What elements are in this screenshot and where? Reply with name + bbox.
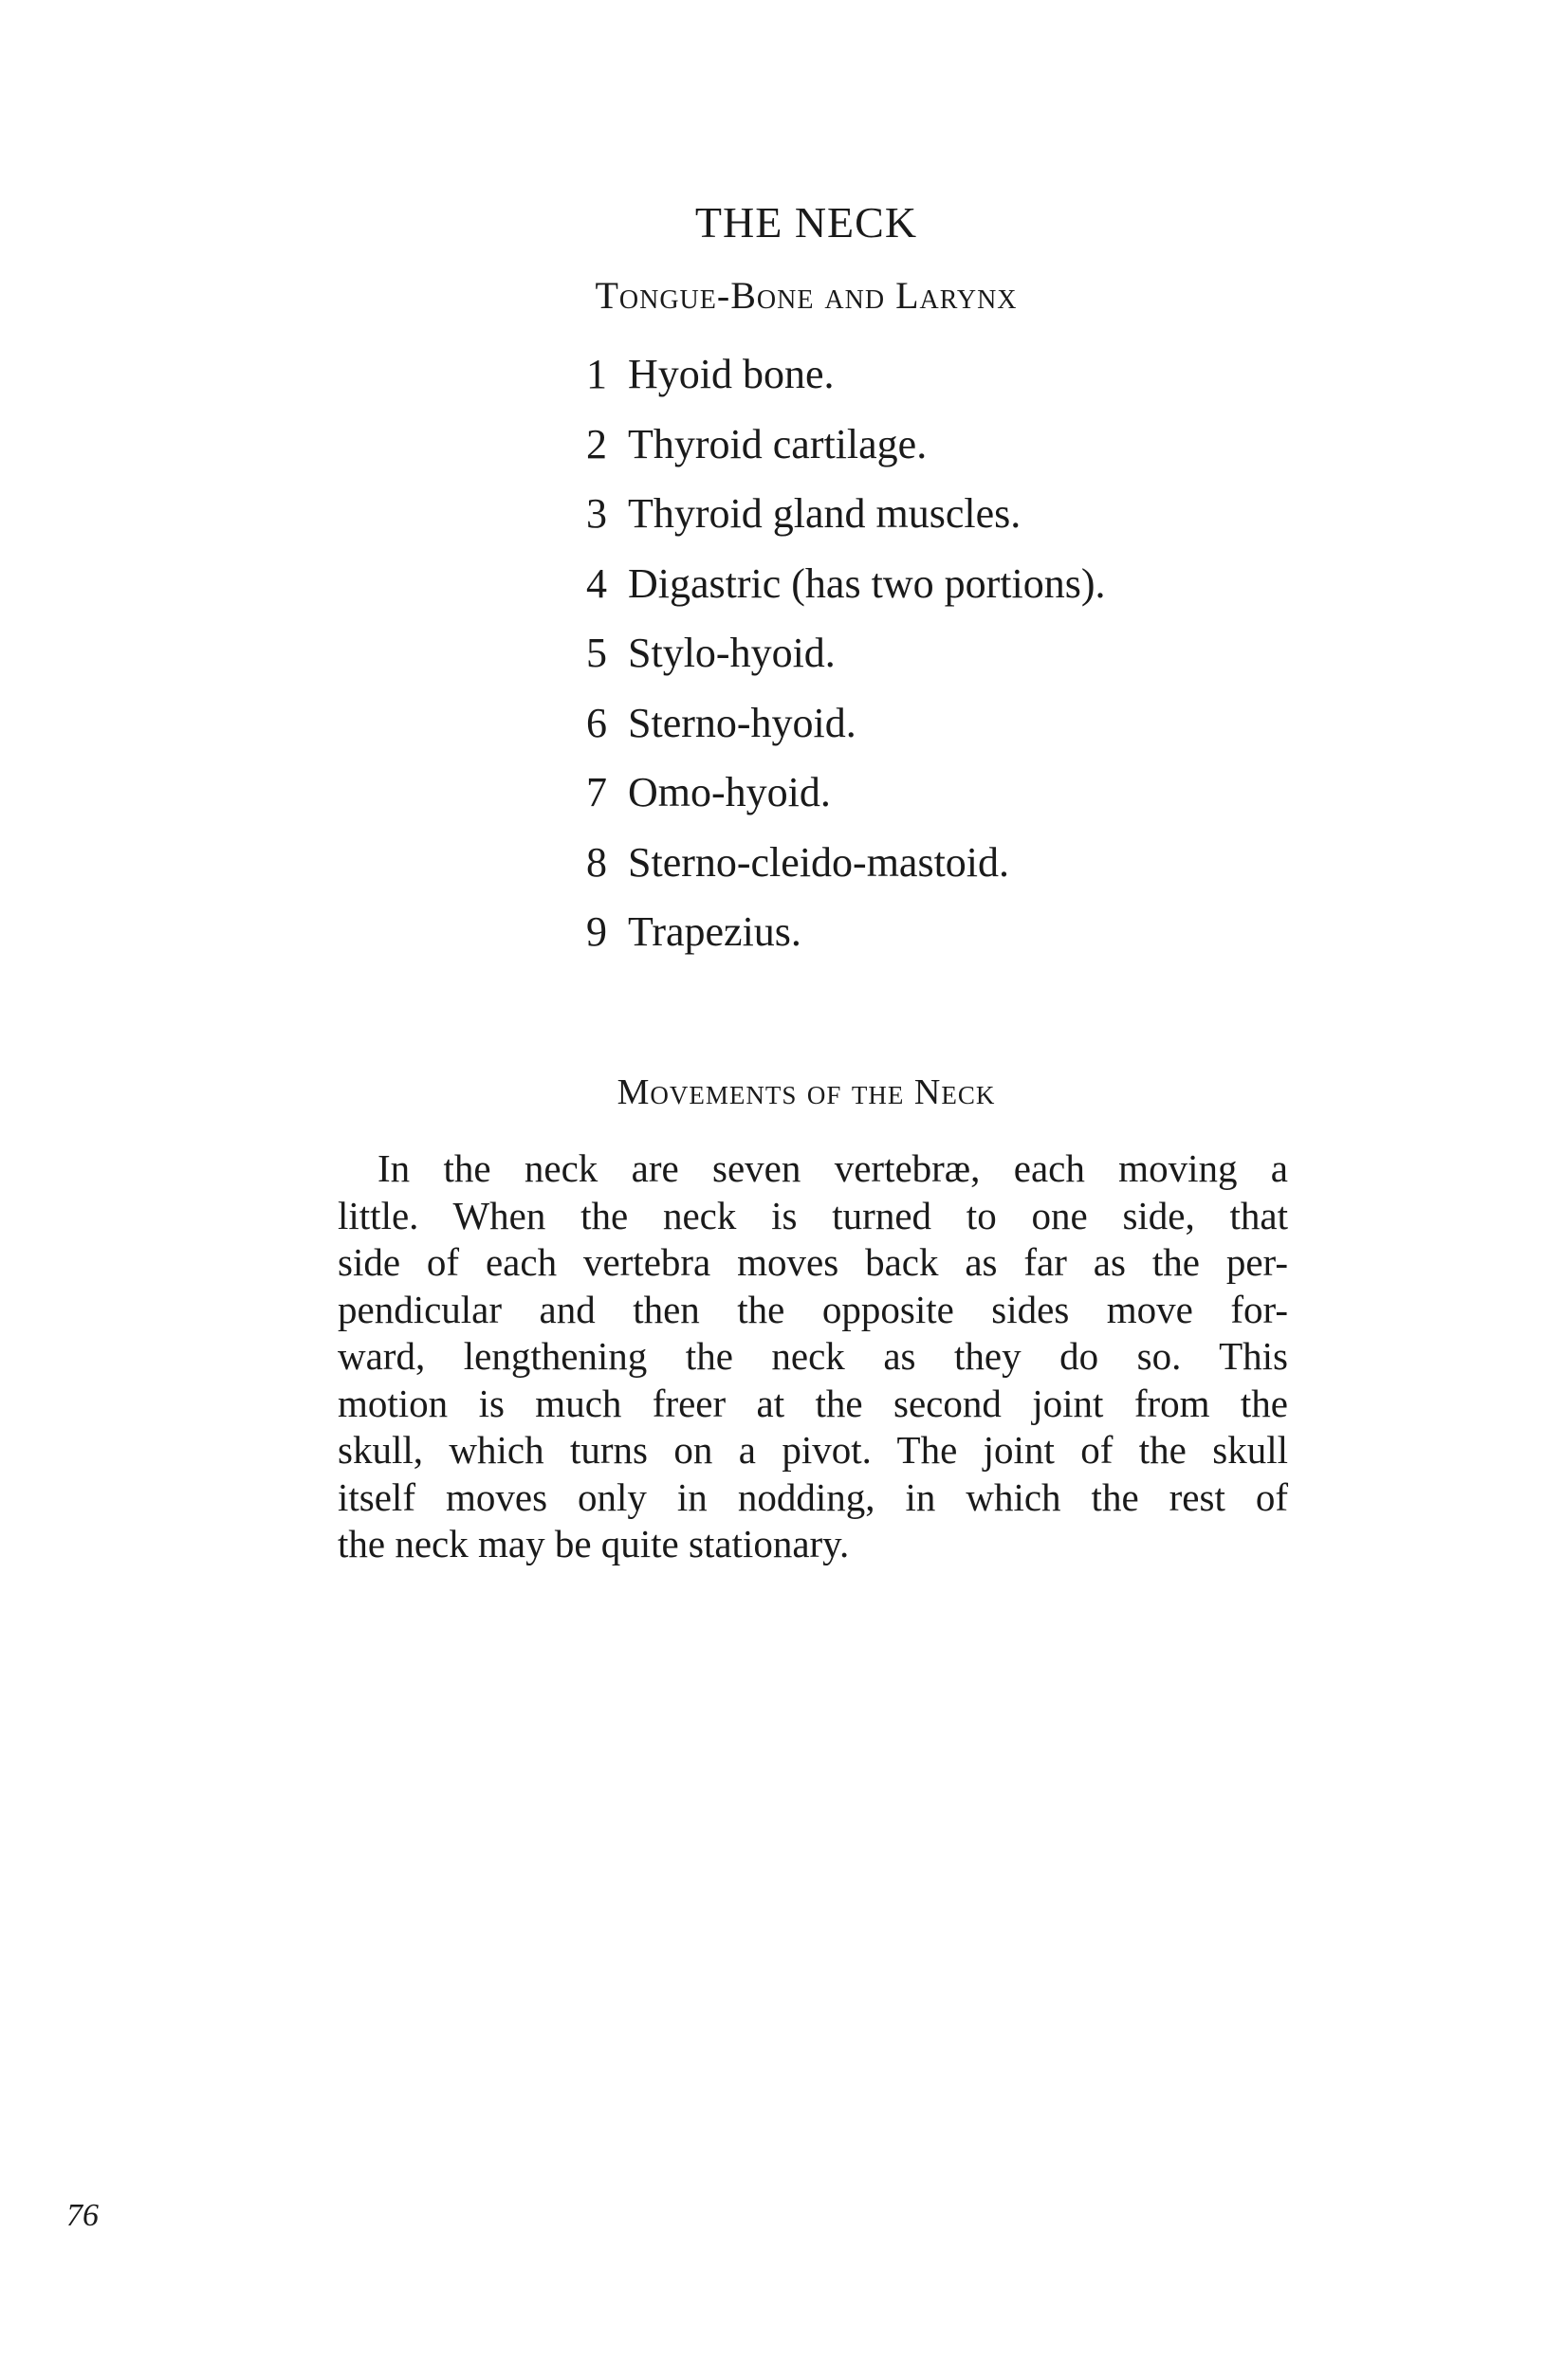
list-item [586, 688, 1105, 759]
item-number: 3 [586, 490, 607, 537]
list-item [586, 410, 1105, 480]
item-text: Hyoid bone. [628, 351, 835, 397]
paragraph-line: pendicular and then the opposite sides move for- [338, 1287, 1288, 1331]
list-item [586, 479, 1105, 549]
body-paragraph [338, 1145, 1288, 1568]
section-subtitle: Tongue-Bone and Larynx [595, 274, 1018, 317]
list-item [586, 758, 1105, 828]
item-text: Stylo-hyoid. [628, 630, 836, 676]
item-text: Digastric (has two portions). [628, 559, 1106, 607]
item-text: Thyroid gland muscles. [628, 490, 1022, 537]
section-heading: Movements of the Neck [617, 1072, 996, 1112]
item-number: 4 [586, 559, 607, 607]
item-number: 2 [586, 420, 607, 467]
item-text: Thyroid cartilage. [628, 420, 928, 467]
paragraph-line: In the neck are seven vertebræ, each moving a [377, 1146, 1288, 1190]
item-text: Sterno-cleido-mastoid. [628, 838, 1010, 886]
paragraph-line: itself moves only in nodding, in which the rest of [338, 1474, 1288, 1519]
item-number: 1 [586, 351, 607, 397]
item-number: 7 [586, 769, 607, 815]
page-number: 76 [66, 2198, 99, 2233]
paragraph-line: skull, which turns on a pivot. The joint of the skull [338, 1428, 1288, 1472]
item-text: Omo-hyoid. [628, 769, 831, 815]
item-number: 8 [586, 838, 607, 886]
paragraph-line: the neck may be quite stationary. [338, 1522, 850, 1565]
list-item [586, 828, 1105, 898]
item-text: Sterno-hyoid. [628, 699, 856, 746]
paragraph-line: little. When the neck is turned to one side, that [338, 1193, 1288, 1237]
paragraph-line: ward, lengthening the neck as they do so. This [338, 1334, 1288, 1378]
item-number: 9 [586, 908, 607, 955]
paragraph-line: side of each vertebra moves back as far as the per- [338, 1240, 1288, 1284]
list-item [586, 549, 1105, 619]
item-number: 6 [586, 699, 607, 746]
list-item [586, 897, 1105, 967]
anatomy-list [586, 339, 1105, 967]
item-text: Trapezius. [628, 908, 801, 955]
list-item [586, 618, 1105, 688]
page-title: THE NECK [694, 198, 918, 247]
paragraph-line: motion is much freer at the second joint from the [338, 1381, 1288, 1425]
item-number: 5 [586, 630, 607, 676]
list-item [586, 339, 1105, 410]
